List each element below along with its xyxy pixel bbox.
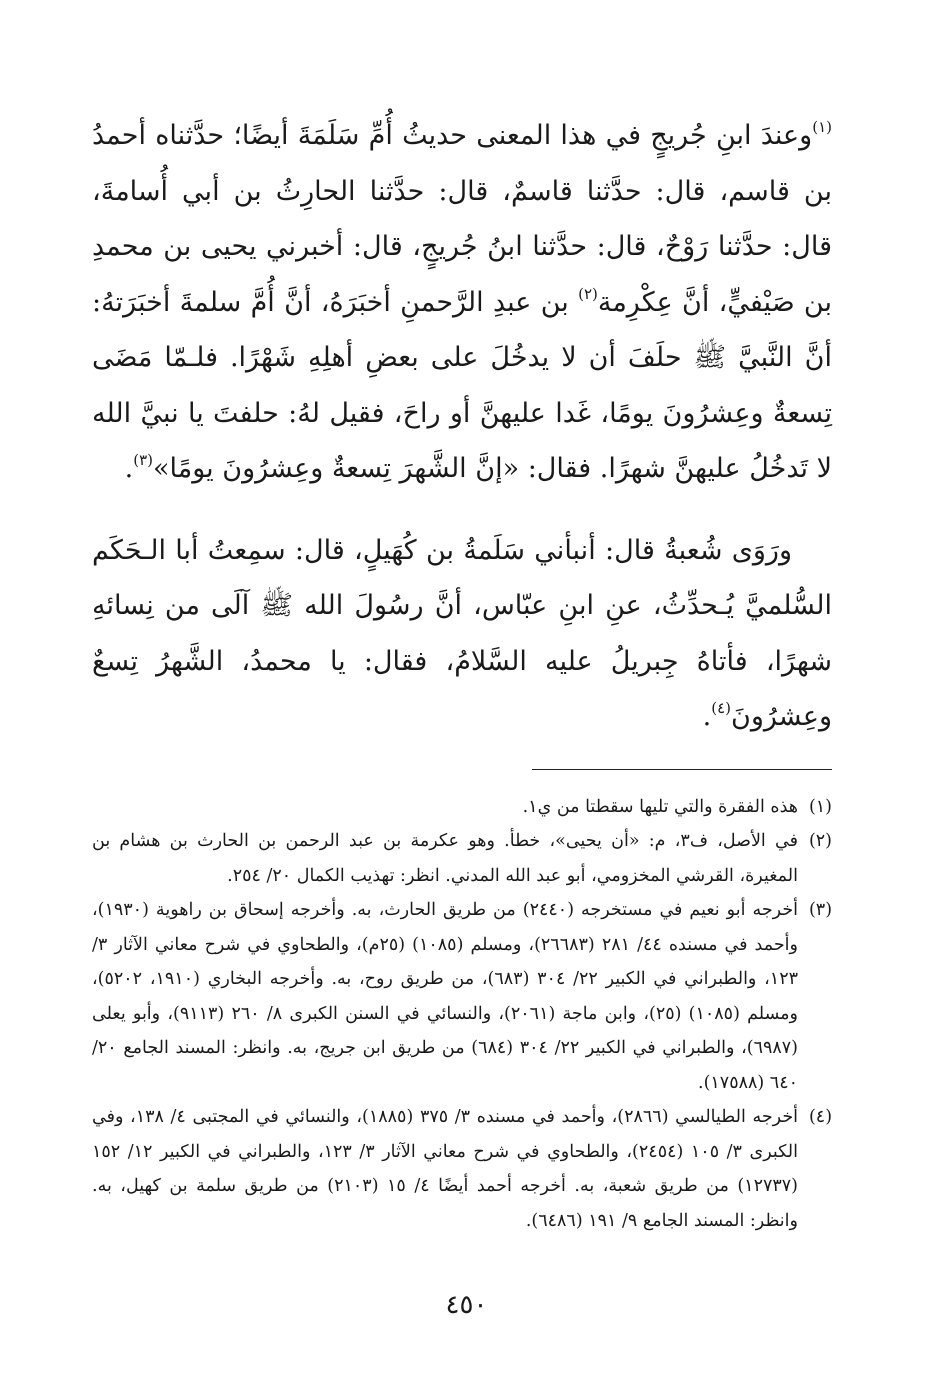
footnote-ref-2[interactable]: (٢) (578, 284, 598, 303)
footnote-text-3: أخرجه أبو نعيم في مستخرجه (٢٤٤٠) من طريق الحارث، به. وأخرجه إسحاق بن راهوية (١٩٣٠)، وأحمد في مسنده ٤٤/ ٢٨١ (٢٦٦٨٣)، ومسلم (١٠٨٥) (٢٥م)، والطحاوي في شرح معاني الآثار ٣/ ١٢٣، والطبراني في الكبير ٢٢/ ٣٠٤ (٦٨٣)، من طريق روح، به. وأخرجه البخاري (١٩١٠، ٥٢٠٢)، ومسلم (١٠٨٥) (٢٥)، وابن ماجة (٢٠٦١)، والنسائي في السنن الكبرى ٨/ ٢٦٠ (٩١١٣)، وأبو يعلى (٦٩٨٧)، والطبراني في الكبير ٢٢/ ٣٠٤ (٦٨٤) من طريق ابن جريج، به. وانظر: المسند الجامع ٢٠/ ٦٤٠ (١٧٥٨٨). (92, 900, 799, 1093)
footnote-1 (92, 790, 832, 825)
footnote-number-2: (٢) (808, 831, 832, 851)
footnote-ref-3[interactable]: (٣) (133, 451, 153, 469)
footnote-number-1: (١) (808, 796, 832, 817)
footnote-text-2: في الأصل، ف٣، م: «أن يحيى»، خطأ. وهو عكرمة بن عبد الرحمن بن الحارث بن هشام بن المغيرة، القرشي المخزومي، أبو عبد الله المدني. انظر: تهذيب الكمال ٢٠/ ٢٥٤. (92, 831, 798, 886)
main-paragraph-1 (92, 108, 832, 497)
footnote-number-4: (٤) (808, 1107, 833, 1127)
footnote-number-3: (٣) (808, 900, 833, 920)
main-paragraph-2 (92, 523, 832, 745)
paragraph-1-text-a: وعندَ ابنِ جُريجٍ في هذا المعنى حديثُ أُمِّ سَلَمَةَ أيضًا؛ حدَّثناه أحمدُ بن قاسم، قال: حدَّثنا قاسمٌ، قال: حدَّثنا الحارِثُ بن أبي أُسامةَ، قال: حدَّثنا رَوْحٌ، قال: حدَّثنا ابنُ جُريجٍ، قال: أخبرني يحيى بن محمدِ بن صَيْفيٍّ، أنَّ عِكْرِمة (92, 120, 832, 318)
footnote-2 (92, 824, 832, 893)
footnote-text-4: أخرجه الطيالسي (٢٨٦٦)، وأحمد في مسنده ٣/ ٣٧٥ (١٨٨٥)، والنسائي في المجتبى ٤/ ١٣٨، وفي الكبرى ٣/ ١٠٥ (٢٤٥٤)، والطحاوي في شرح معاني الآثار ٣/ ١٢٣، والطبراني في الكبير ١٢/ ١٥٢ (١٢٧٣٧) من طريق شعبة، به. أخرجه أحمد أيضًا ٤/ ١٥ (٢١٠٣) من طريق سلمة بن كهيل، به. وانظر: المسند الجامع ٩/ ١٩١ (٦٤٨٦). (92, 1107, 799, 1231)
footnote-3 (92, 893, 832, 1100)
page-number: ٤٥٠ (445, 1290, 488, 1320)
footnote-4 (92, 1100, 832, 1238)
paragraph-2-tail: . (702, 701, 712, 732)
paragraph-1-text-b: بن عبدِ الرَّحمنِ أخبَرَهُ، أنَّ أُمَّ سلمةَ أخبَرَتهُ: أنَّ النَّبيَّ ﷺ حلَفَ أن لا يدخُلَ على بعضِ أهلِهِ شَهْرًا. فلـمّا مَضَى تِسعةٌ وعِشرُونَ يومًا، غَدا عليهنَّ أو راحَ، فقيل لهُ: حلفتَ يا نبيَّ الله لا تَدخُلُ عليهنَّ شهرًا. فقال: «إنَّ الشَّهرَ تِسعةٌ وعِشرُونَ يومًا» (92, 286, 832, 484)
footnote-text-1: هذه الفقرة والتي تليها سقطتا من ي١. (522, 796, 798, 817)
footnotes (92, 790, 832, 1239)
page-body (92, 108, 832, 1238)
paragraph-2-text: ورَوَى شُعبةُ قال: أنبأني سَلَمةُ بن كُهَيلٍ، قال: سمِعتُ أبا الـحَكَم السُّلميَّ يُـحدِّثُ، عنِ ابنِ عبّاس، أنَّ رسُولَ الله ﷺ آلَى من نِسائهِ شهرًا، فأتاهُ جِبريلُ عليه السَّلامُ، فقال: يا محمدُ، الشَّهرُ تِسعٌ وعِشرُونَ (92, 534, 832, 732)
paragraph-1-tail: . (124, 453, 134, 484)
footnote-separator (532, 769, 832, 770)
footnote-ref-4[interactable]: (٤) (711, 699, 731, 717)
footnote-ref-1[interactable]: (١) (812, 118, 832, 136)
